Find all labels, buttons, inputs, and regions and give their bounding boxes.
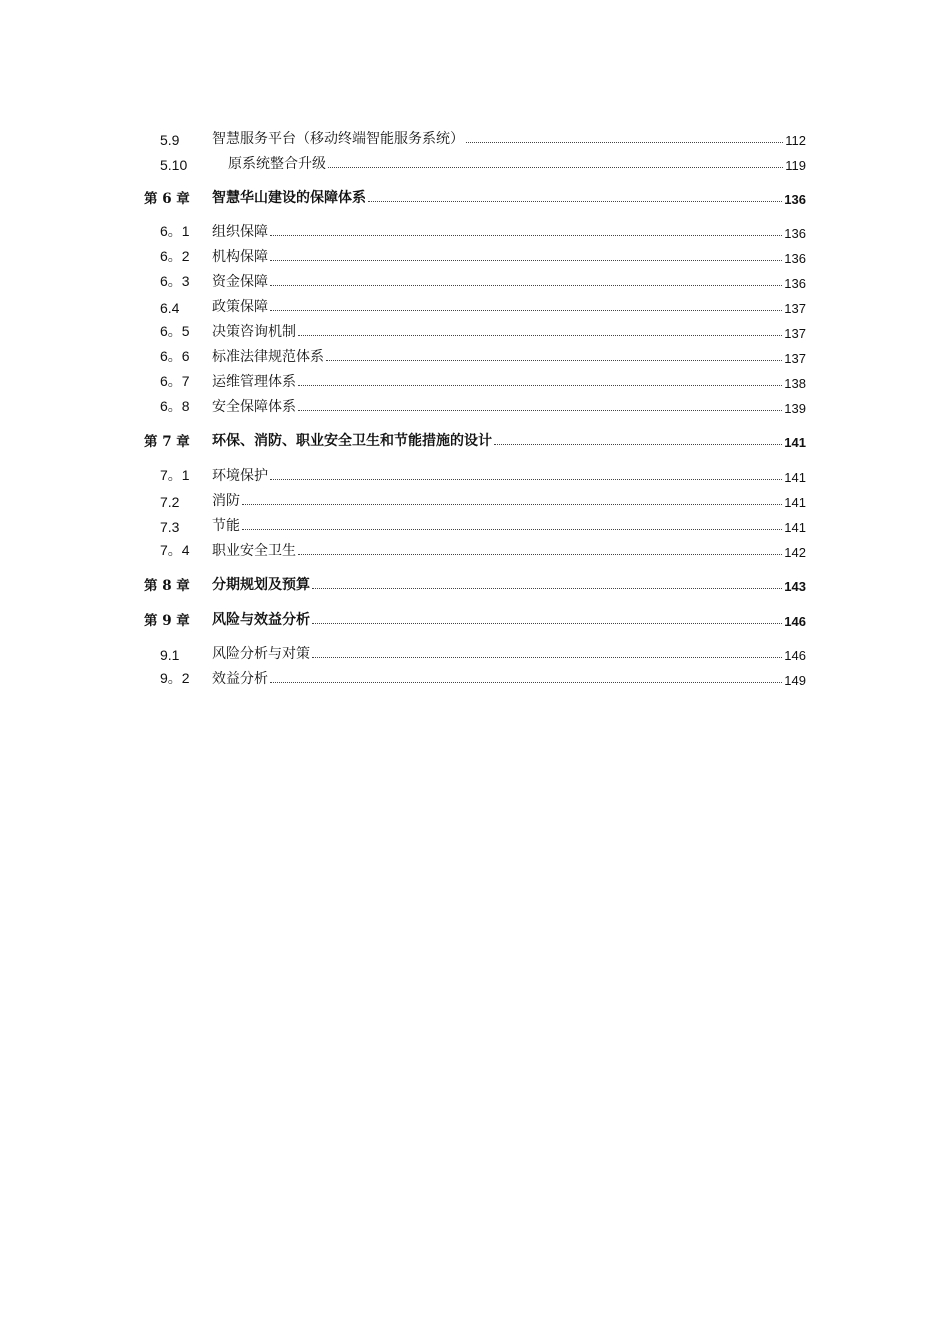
toc-entry-number: 6。5 bbox=[160, 323, 190, 339]
toc-entry-number: 9.1 bbox=[160, 647, 180, 663]
toc-chapter[interactable] bbox=[144, 185, 806, 207]
toc-entry[interactable] bbox=[144, 463, 806, 485]
toc-chapter[interactable] bbox=[144, 607, 806, 629]
toc-entry-number: 7。4 bbox=[160, 542, 190, 558]
dot-leader bbox=[270, 259, 782, 261]
toc-chapter-page: 146 bbox=[784, 614, 806, 629]
toc-entry-page: 141 bbox=[784, 470, 806, 485]
toc-entry-page: 136 bbox=[784, 251, 806, 266]
dot-leader bbox=[270, 309, 782, 311]
toc-entry[interactable] bbox=[144, 151, 806, 173]
toc-entry[interactable] bbox=[144, 666, 806, 688]
toc-entry-title: 决策咨询机制 bbox=[212, 324, 296, 340]
toc-chapter-title: 风险与效益分析 bbox=[212, 612, 310, 628]
toc-chapter[interactable] bbox=[144, 428, 806, 450]
toc-entry[interactable] bbox=[144, 269, 806, 291]
dot-leader bbox=[326, 359, 782, 361]
toc-entry-page: 112 bbox=[785, 133, 806, 148]
toc-chapter-title: 环保、消防、职业安全卫生和节能措施的设计 bbox=[212, 433, 492, 449]
dot-leader bbox=[312, 587, 782, 589]
toc-entry-number: 6.4 bbox=[160, 300, 180, 316]
dot-leader bbox=[312, 622, 782, 624]
dot-leader bbox=[298, 409, 782, 411]
toc-entry-page: 146 bbox=[784, 648, 806, 663]
toc-entry-page: 142 bbox=[784, 545, 806, 560]
toc-chapter-page: 141 bbox=[784, 435, 806, 450]
toc-entry-number: 7.3 bbox=[160, 519, 180, 535]
dot-leader bbox=[368, 200, 782, 202]
toc-entry-number: 6。6 bbox=[160, 348, 190, 364]
toc-entry-page: 149 bbox=[784, 673, 806, 688]
toc-entry-page: 137 bbox=[784, 351, 806, 366]
dot-leader bbox=[270, 478, 782, 480]
dot-leader bbox=[466, 141, 783, 143]
dot-leader bbox=[494, 443, 782, 445]
toc-chapter-number: 第 6 章 bbox=[144, 191, 190, 207]
toc-entry-number: 6。1 bbox=[160, 223, 190, 239]
toc-entry[interactable] bbox=[144, 488, 806, 510]
toc-entry[interactable] bbox=[144, 319, 806, 341]
toc-entry-title: 消防 bbox=[212, 493, 240, 509]
dot-leader bbox=[328, 166, 783, 168]
dot-leader bbox=[270, 284, 782, 286]
toc-entry-number: 9。2 bbox=[160, 670, 190, 686]
toc-entry-page: 119 bbox=[785, 158, 806, 173]
toc-entry[interactable] bbox=[144, 244, 806, 266]
toc-entry-number: 5.9 bbox=[160, 132, 180, 148]
toc-entry[interactable] bbox=[144, 344, 806, 366]
toc-entry[interactable] bbox=[144, 538, 806, 560]
toc-entry-title: 运维管理体系 bbox=[212, 374, 296, 390]
toc-entry-page: 141 bbox=[784, 495, 806, 510]
dot-leader bbox=[242, 528, 782, 530]
toc-entry-number: 7。1 bbox=[160, 467, 190, 483]
toc-entry-title: 原系统整合升级 bbox=[228, 156, 326, 172]
toc-entry-number: 6。2 bbox=[160, 248, 190, 264]
toc-chapter[interactable] bbox=[144, 572, 806, 594]
toc-chapter-number: 第 7 章 bbox=[144, 434, 190, 450]
toc-entry-page: 136 bbox=[784, 226, 806, 241]
toc-chapter-title: 智慧华山建设的保障体系 bbox=[212, 190, 366, 206]
dot-leader bbox=[270, 681, 782, 683]
toc-entry-title: 资金保障 bbox=[212, 274, 268, 290]
toc-entry-number: 6。7 bbox=[160, 373, 190, 389]
toc-entry[interactable] bbox=[144, 641, 806, 663]
dot-leader bbox=[298, 384, 782, 386]
toc-entry-title: 效益分析 bbox=[212, 671, 268, 687]
toc-entry-title: 组织保障 bbox=[212, 224, 268, 240]
toc-chapter-page: 136 bbox=[784, 192, 806, 207]
toc-entry-page: 141 bbox=[784, 520, 806, 535]
toc-entry-page: 137 bbox=[784, 301, 806, 316]
toc-entry-page: 139 bbox=[784, 401, 806, 416]
toc-entry-title: 风险分析与对策 bbox=[212, 646, 310, 662]
toc-entry-title: 安全保障体系 bbox=[212, 399, 296, 415]
toc-entry-title: 政策保障 bbox=[212, 299, 268, 315]
toc-entry-page: 138 bbox=[784, 376, 806, 391]
toc-entry-title: 节能 bbox=[212, 518, 240, 534]
toc-entry[interactable] bbox=[144, 513, 806, 535]
toc-chapter-number: 第 8 章 bbox=[144, 578, 190, 594]
toc-entry[interactable] bbox=[144, 369, 806, 391]
toc-chapter-number: 第 9 章 bbox=[144, 613, 190, 629]
toc-entry-number: 7.2 bbox=[160, 494, 180, 510]
toc-entry-title: 职业安全卫生 bbox=[212, 543, 296, 559]
toc-entry[interactable] bbox=[144, 219, 806, 241]
toc-entry[interactable] bbox=[144, 126, 806, 148]
toc-entry-number: 6。3 bbox=[160, 273, 190, 289]
toc-chapter-page: 143 bbox=[784, 579, 806, 594]
toc-entry[interactable] bbox=[144, 294, 806, 316]
toc-entry-page: 137 bbox=[784, 326, 806, 341]
toc-entry-title: 标准法律规范体系 bbox=[212, 349, 324, 365]
toc-entry-title: 智慧服务平台（移动终端智能服务系统） bbox=[212, 131, 464, 147]
toc-entry-number: 5.10 bbox=[160, 157, 188, 173]
toc-entry-number: 6。8 bbox=[160, 398, 190, 414]
toc-entry[interactable] bbox=[144, 394, 806, 416]
dot-leader bbox=[298, 553, 782, 555]
dot-leader bbox=[270, 234, 782, 236]
toc-entry-title: 机构保障 bbox=[212, 249, 268, 265]
toc-entry-title: 环境保护 bbox=[212, 468, 268, 484]
dot-leader bbox=[312, 656, 782, 658]
toc-chapter-title: 分期规划及预算 bbox=[212, 577, 310, 593]
dot-leader bbox=[242, 503, 782, 505]
toc-entry-page: 136 bbox=[784, 276, 806, 291]
dot-leader bbox=[298, 334, 782, 336]
